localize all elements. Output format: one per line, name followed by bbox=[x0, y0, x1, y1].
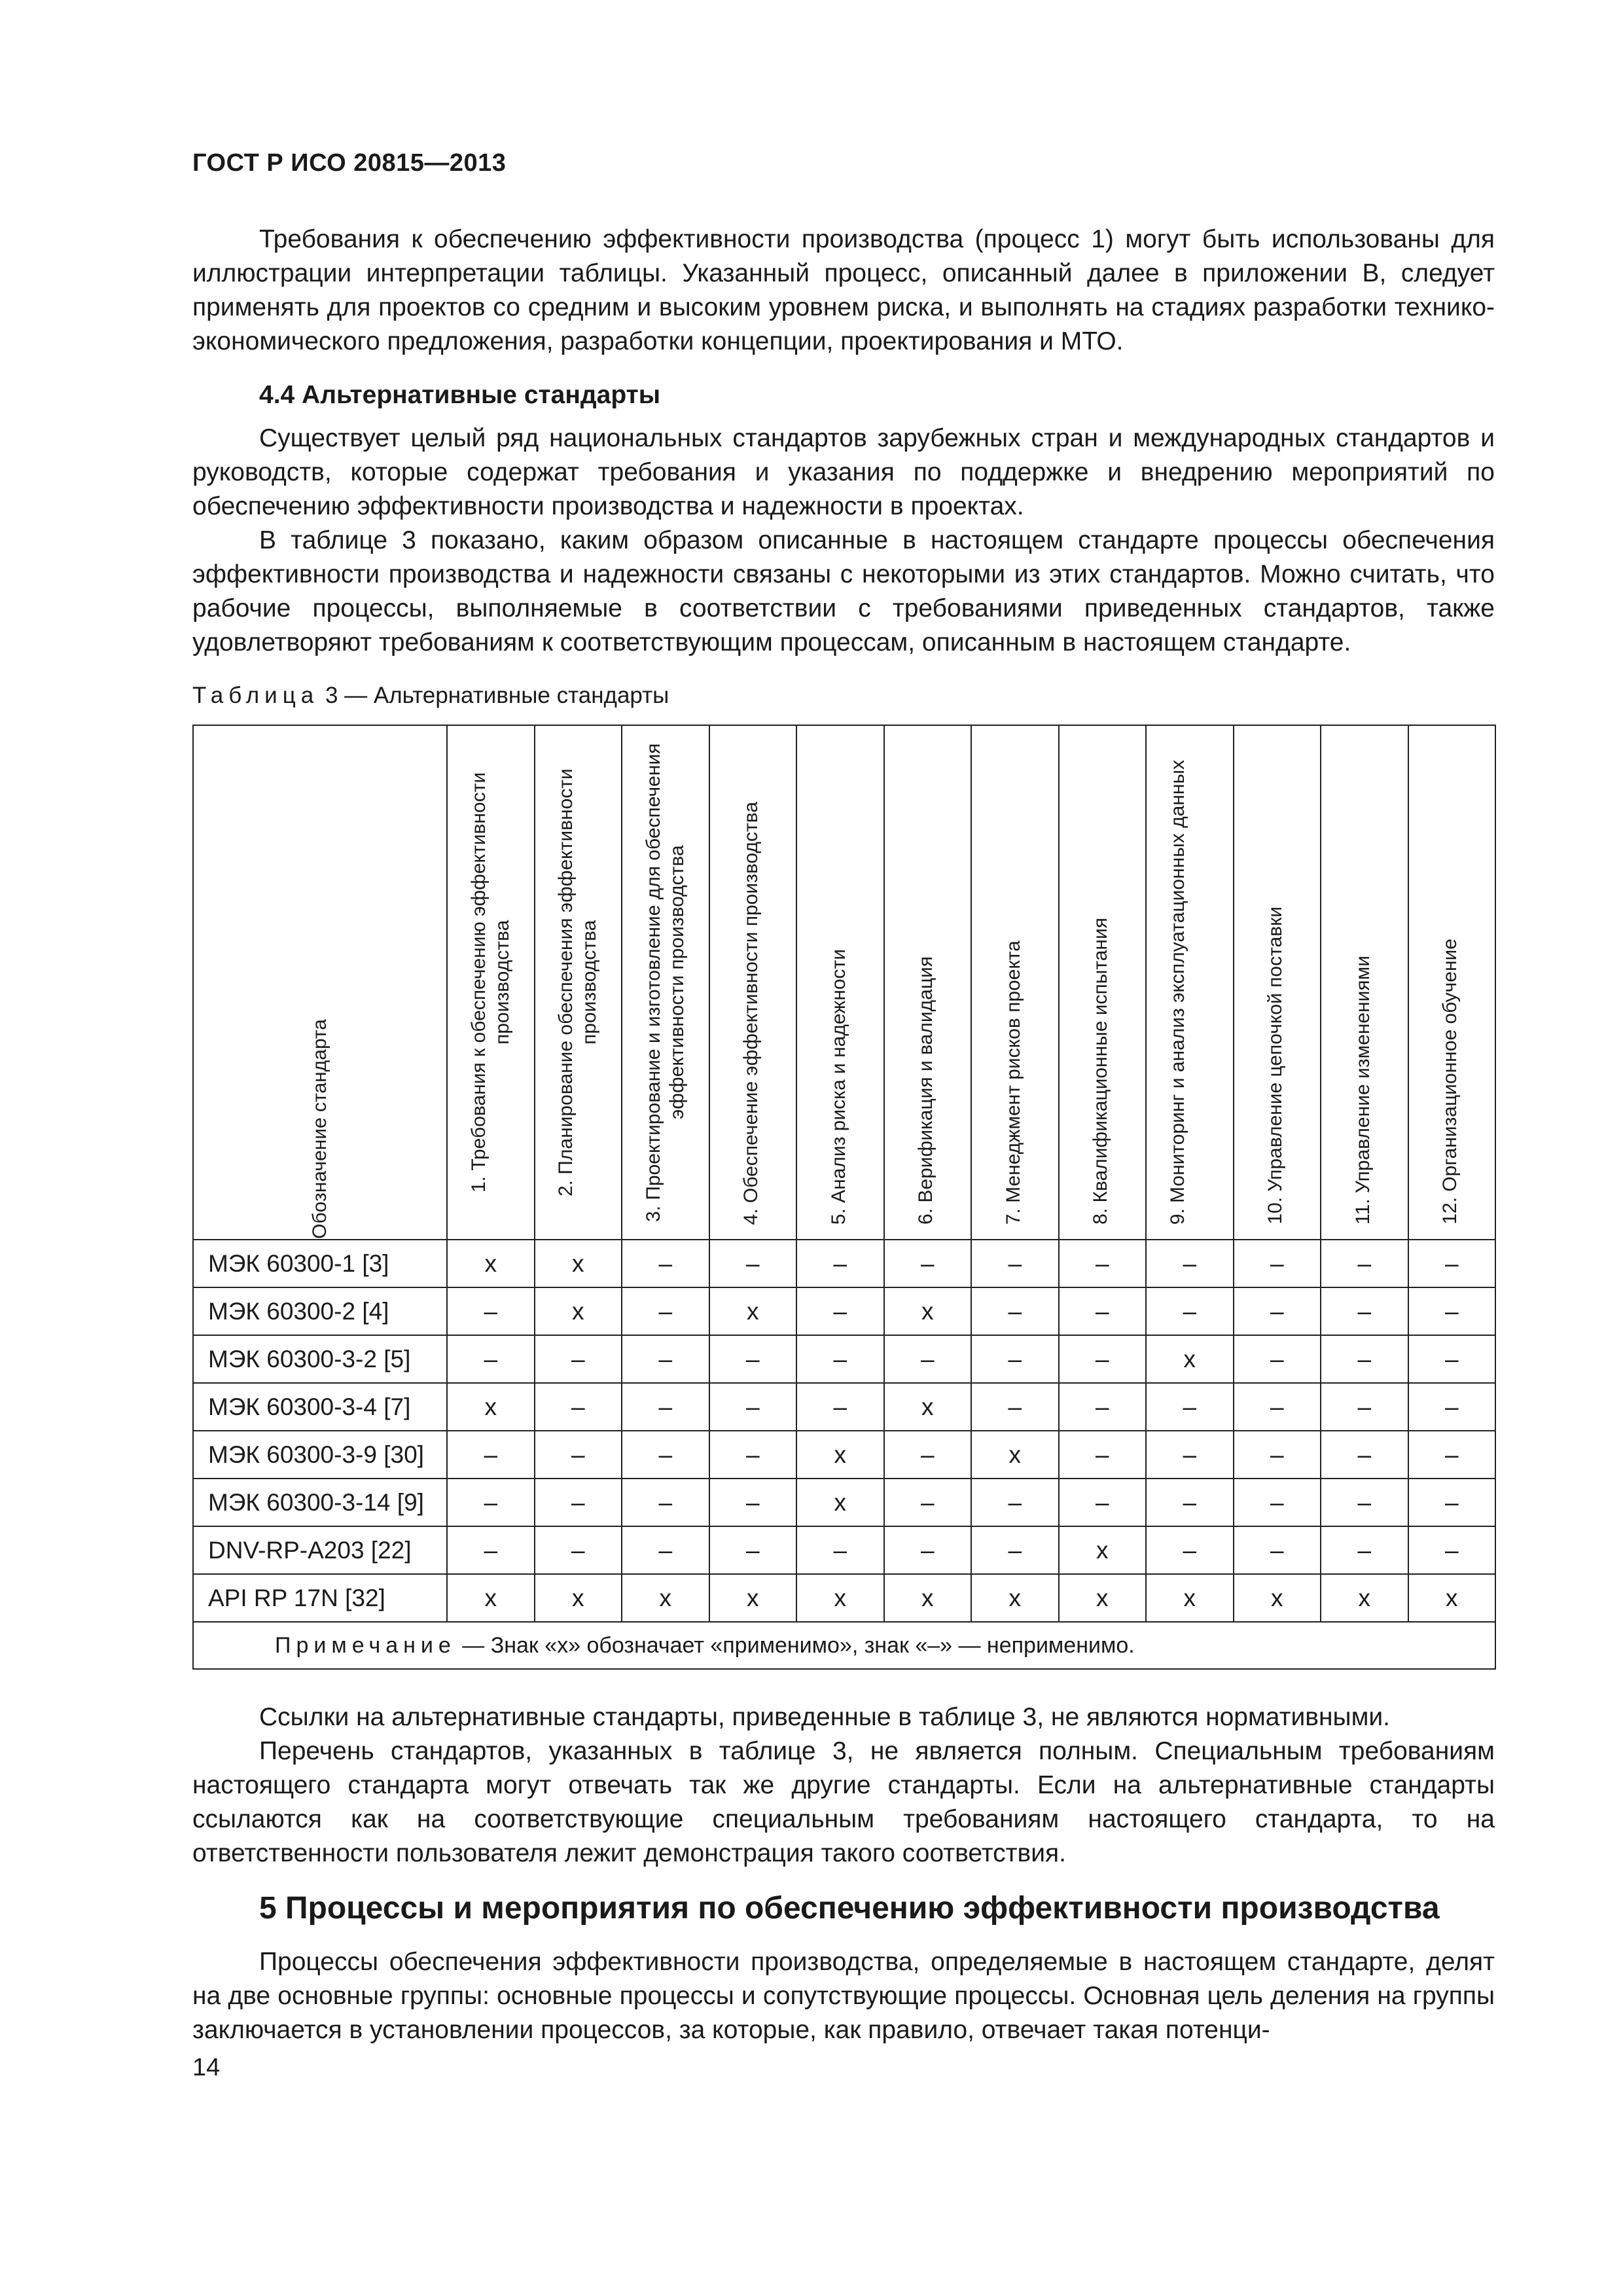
applicability-cell: – bbox=[971, 1287, 1059, 1335]
applicability-cell: – bbox=[447, 1431, 535, 1479]
table-caption-text: 3 — Альтернативные стандарты bbox=[325, 683, 669, 708]
applicability-cell: – bbox=[1321, 1526, 1408, 1574]
column-header-6: 6. Верификация и валидация bbox=[884, 725, 972, 1240]
applicability-cell: – bbox=[1234, 1240, 1321, 1287]
column-header-12: 12. Организационное обучение bbox=[1408, 725, 1496, 1240]
applicability-cell: – bbox=[971, 1526, 1059, 1574]
applicability-cell: – bbox=[796, 1526, 884, 1574]
subsection-paragraph-2: В таблице 3 показано, каким образом описанные в настоящем стандарте процессы обеспечения эффективности производства и надежности связаны с некоторыми из этих стандартов. Можно считать, что рабочие процессы, выполняемые в соответствии с требованиями приведенных стандартов, также удовлетворяют требованиям к соответствующим процессам, описанным в настоящем стандарте. bbox=[192, 526, 1495, 656]
applicability-cell: x bbox=[971, 1574, 1059, 1622]
intro-paragraph: Требования к обеспечению эффективности производства (процесс 1) могут быть использованы для иллюстрации интерпретации таблицы. Указанный процесс, описанный далее в приложении В, следует применять для проектов со средним и высоким уровнем риска, и выполнять на стадиях разработки технико-экономического предложения, разработки концепции, проектирования и МТО. bbox=[192, 225, 1495, 355]
page-number: 14 bbox=[192, 2054, 221, 2081]
applicability-cell: – bbox=[971, 1383, 1059, 1431]
applicability-cell: – bbox=[535, 1383, 622, 1431]
applicability-cell: – bbox=[1146, 1240, 1234, 1287]
subsection-title: 4.4 Альтернативные стандарты bbox=[259, 381, 661, 409]
standard-designation: МЭК 60300-3-9 [30] bbox=[193, 1431, 447, 1479]
column-header-10: 10. Управление цепочкой поставки bbox=[1234, 725, 1321, 1240]
applicability-cell: x bbox=[796, 1574, 884, 1622]
applicability-cell: – bbox=[1408, 1479, 1496, 1526]
section-heading-block bbox=[192, 1888, 1440, 1929]
subsection-paragraph-1: Существует целый ряд национальных стандартов зарубежных стран и международных стандартов и руководств, которые содержат требования и указания по поддержке и внедрению мероприятий по обеспечению эффективности производства и надежности в проектах. bbox=[192, 424, 1495, 520]
applicability-cell: – bbox=[971, 1479, 1059, 1526]
table-caption bbox=[192, 679, 669, 712]
applicability-cell: – bbox=[622, 1526, 709, 1574]
applicability-cell: – bbox=[535, 1431, 622, 1479]
applicability-cell: – bbox=[884, 1240, 972, 1287]
table-header-row bbox=[193, 725, 1495, 1240]
column-header-1: 1. Требования к обеспечению эффективности производства bbox=[447, 725, 535, 1240]
table-row bbox=[193, 1287, 1495, 1335]
column-header-5: 5. Анализ риска и надежности bbox=[796, 725, 884, 1240]
applicability-cell: – bbox=[1408, 1431, 1496, 1479]
applicability-cell: x bbox=[1234, 1574, 1321, 1622]
applicability-cell: – bbox=[447, 1526, 535, 1574]
applicability-cell: x bbox=[709, 1574, 797, 1622]
column-header-designation: Обозначение стандарта bbox=[193, 725, 447, 1240]
applicability-cell: – bbox=[1059, 1383, 1147, 1431]
applicability-cell: x bbox=[535, 1240, 622, 1287]
table-row bbox=[193, 1574, 1495, 1622]
applicability-cell: – bbox=[709, 1383, 797, 1431]
applicability-cell: x bbox=[535, 1574, 622, 1622]
applicability-cell: x bbox=[884, 1287, 972, 1335]
applicability-cell: – bbox=[622, 1287, 709, 1335]
column-header-3: 3. Проектирование и изготовление для обеспечения эффективности производства bbox=[622, 725, 709, 1240]
applicability-cell: – bbox=[1408, 1526, 1496, 1574]
standard-designation: МЭК 60300-2 [4] bbox=[193, 1287, 447, 1335]
column-header-7: 7. Менеджмент рисков проекта bbox=[971, 725, 1059, 1240]
applicability-cell: – bbox=[1234, 1431, 1321, 1479]
applicability-cell: – bbox=[1321, 1383, 1408, 1431]
after-table-paragraph-2: Перечень стандартов, указанных в таблице 3, не является полным. Специальным требованиям настоящего стандарта могут отвечать так же другие стандарты. Если на альтернативные стандарты ссылаются как на соответствующие специальным требованиям настоящего стандарта, то на ответственности пользователя лежит демонстрация такого соответствия. bbox=[192, 1737, 1495, 1867]
column-header-11: 11. Управление изменениями bbox=[1321, 725, 1408, 1240]
applicability-cell: – bbox=[884, 1335, 972, 1383]
applicability-cell: – bbox=[1146, 1526, 1234, 1574]
standard-designation: DNV-RP-A203 [22] bbox=[193, 1526, 447, 1574]
column-header-8: 8. Квалификационные испытания bbox=[1059, 725, 1147, 1240]
applicability-cell: – bbox=[971, 1335, 1059, 1383]
table-note bbox=[193, 1622, 1495, 1669]
applicability-cell: – bbox=[1234, 1335, 1321, 1383]
applicability-cell: x bbox=[796, 1431, 884, 1479]
standard-designation: МЭК 60300-3-2 [5] bbox=[193, 1335, 447, 1383]
table-note-label: Примечание bbox=[275, 1632, 456, 1658]
applicability-cell: – bbox=[1408, 1335, 1496, 1383]
applicability-cell: – bbox=[447, 1287, 535, 1335]
applicability-cell: – bbox=[622, 1335, 709, 1383]
column-header-2: 2. Планирование обеспечения эффективности производства bbox=[535, 725, 622, 1240]
table-caption-label: Таблица bbox=[192, 683, 319, 708]
applicability-cell: – bbox=[1059, 1335, 1147, 1383]
applicability-cell: – bbox=[884, 1431, 972, 1479]
table-row bbox=[193, 1526, 1495, 1574]
table-row bbox=[193, 1335, 1495, 1383]
applicability-cell: – bbox=[709, 1479, 797, 1526]
applicability-cell: – bbox=[447, 1335, 535, 1383]
applicability-cell: – bbox=[709, 1335, 797, 1383]
after-table-paragraph-1: Ссылки на альтернативные стандарты, приведенные в таблице 3, не являются нормативными. bbox=[259, 1703, 1390, 1731]
applicability-cell: – bbox=[796, 1335, 884, 1383]
column-header-9: 9. Мониторинг и анализ эксплуатационных данных bbox=[1146, 725, 1234, 1240]
applicability-cell: – bbox=[1059, 1287, 1147, 1335]
applicability-cell: x bbox=[1059, 1574, 1147, 1622]
column-header-4: 4. Обеспечение эффективности производства bbox=[709, 725, 797, 1240]
table-row bbox=[193, 1479, 1495, 1526]
applicability-cell: – bbox=[1146, 1479, 1234, 1526]
table-row bbox=[193, 1431, 1495, 1479]
applicability-cell: x bbox=[1321, 1574, 1408, 1622]
standard-designation: МЭК 60300-1 [3] bbox=[193, 1240, 447, 1287]
applicability-cell: – bbox=[796, 1240, 884, 1287]
after-table-block bbox=[192, 1700, 1495, 1871]
applicability-cell: – bbox=[535, 1335, 622, 1383]
standard-designation: API RP 17N [32] bbox=[193, 1574, 447, 1622]
applicability-cell: – bbox=[1146, 1287, 1234, 1335]
section-title: 5 Процессы и мероприятия по обеспечению эффективности производства bbox=[259, 1891, 1440, 1926]
table-row bbox=[193, 1240, 1495, 1287]
table-note-row bbox=[193, 1622, 1495, 1669]
applicability-cell: – bbox=[1321, 1240, 1408, 1287]
table-note-text: — Знак «х» обозначает «применимо», знак «–» — неприменимо. bbox=[455, 1632, 1135, 1658]
applicability-cell: – bbox=[709, 1431, 797, 1479]
section-body-block bbox=[192, 1945, 1495, 2047]
applicability-cell: – bbox=[1321, 1479, 1408, 1526]
applicability-cell: x bbox=[447, 1240, 535, 1287]
applicability-cell: – bbox=[535, 1479, 622, 1526]
applicability-cell: – bbox=[884, 1526, 972, 1574]
alternative-standards-table bbox=[192, 725, 1496, 1670]
applicability-cell: – bbox=[1146, 1383, 1234, 1431]
applicability-cell: – bbox=[1234, 1526, 1321, 1574]
section-paragraph: Процессы обеспечения эффективности производства, определяемые в настоящем стандарте, делят на две основные группы: основные процессы и сопутствующие процессы. Основная цель деления на группы заключается в установлении процессов, за которые, как правило, отвечает такая потенци- bbox=[192, 1948, 1495, 2044]
applicability-cell: – bbox=[971, 1240, 1059, 1287]
applicability-cell: – bbox=[884, 1479, 972, 1526]
applicability-cell: x bbox=[971, 1431, 1059, 1479]
applicability-cell: – bbox=[535, 1526, 622, 1574]
intro-block bbox=[192, 223, 1495, 359]
applicability-cell: – bbox=[1321, 1431, 1408, 1479]
applicability-cell: x bbox=[884, 1574, 972, 1622]
applicability-cell: x bbox=[1146, 1335, 1234, 1383]
applicability-cell: – bbox=[796, 1287, 884, 1335]
subsection-block bbox=[192, 378, 1495, 660]
applicability-cell: x bbox=[884, 1383, 972, 1431]
applicability-cell: – bbox=[796, 1383, 884, 1431]
applicability-cell: – bbox=[447, 1479, 535, 1526]
applicability-cell: – bbox=[709, 1240, 797, 1287]
applicability-cell: x bbox=[447, 1574, 535, 1622]
applicability-cell: – bbox=[1059, 1479, 1147, 1526]
applicability-cell: x bbox=[796, 1479, 884, 1526]
applicability-cell: – bbox=[1146, 1431, 1234, 1479]
applicability-cell: – bbox=[1321, 1287, 1408, 1335]
applicability-cell: x bbox=[1146, 1574, 1234, 1622]
applicability-cell: – bbox=[622, 1240, 709, 1287]
applicability-cell: – bbox=[622, 1383, 709, 1431]
applicability-cell: x bbox=[535, 1287, 622, 1335]
applicability-cell: x bbox=[447, 1383, 535, 1431]
standard-designation: МЭК 60300-3-14 [9] bbox=[193, 1479, 447, 1526]
table-row bbox=[193, 1383, 1495, 1431]
document-header: ГОСТ Р ИСО 20815—2013 bbox=[192, 149, 507, 177]
standard-designation: МЭК 60300-3-4 [7] bbox=[193, 1383, 447, 1431]
applicability-cell: – bbox=[1408, 1240, 1496, 1287]
applicability-cell: – bbox=[1408, 1287, 1496, 1335]
applicability-cell: x bbox=[1408, 1574, 1496, 1622]
table-body bbox=[193, 1240, 1495, 1622]
applicability-cell: – bbox=[709, 1526, 797, 1574]
applicability-cell: – bbox=[1234, 1479, 1321, 1526]
applicability-cell: – bbox=[1321, 1335, 1408, 1383]
applicability-cell: – bbox=[1059, 1431, 1147, 1479]
applicability-cell: – bbox=[1234, 1287, 1321, 1335]
applicability-cell: x bbox=[622, 1574, 709, 1622]
applicability-cell: – bbox=[622, 1479, 709, 1526]
applicability-cell: x bbox=[1059, 1526, 1147, 1574]
applicability-cell: – bbox=[622, 1431, 709, 1479]
applicability-cell: – bbox=[1234, 1383, 1321, 1431]
applicability-cell: – bbox=[1408, 1383, 1496, 1431]
applicability-cell: – bbox=[1059, 1240, 1147, 1287]
applicability-cell: x bbox=[709, 1287, 797, 1335]
